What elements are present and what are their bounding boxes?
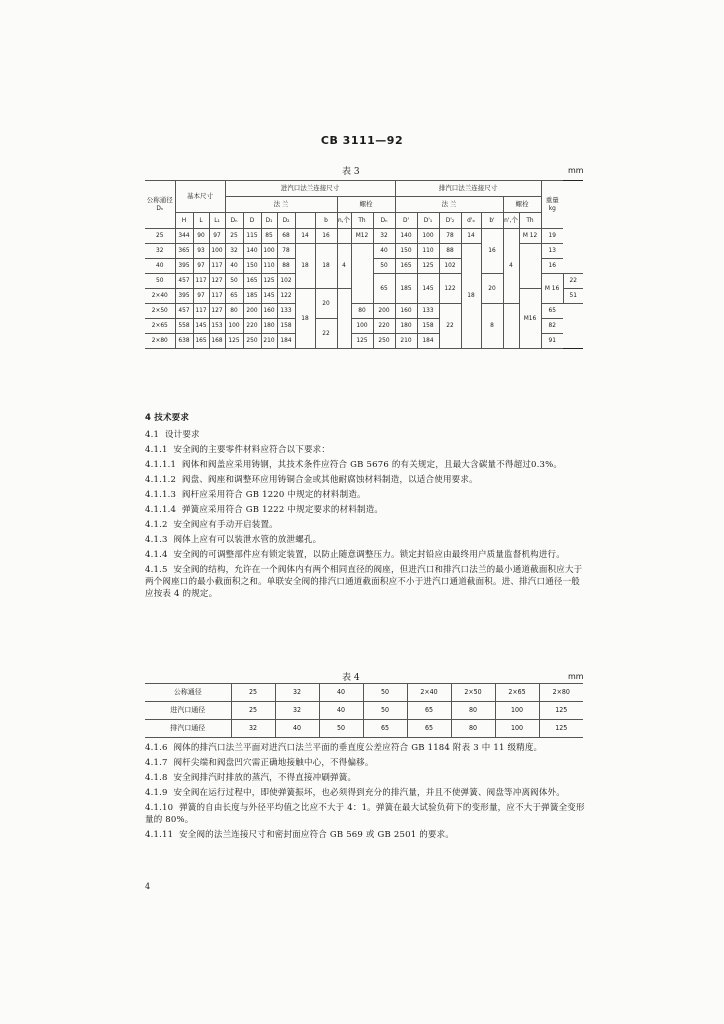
table3-caption: 表 3 (342, 167, 360, 177)
col-np: n',个 (503, 213, 519, 229)
inlet-bolt-header: 螺栓 (337, 197, 395, 213)
standard-number: CB 3111—92 (320, 134, 404, 147)
outlet-bolt-header: 螺栓 (503, 197, 541, 213)
para-4-1-9: 4.1.9 安全阀在运行过程中，即使弹簧振坏，也必须得到充分的排汽量，并且不使弹簧、阀盘等冲离阀体外。 (145, 788, 565, 798)
col-thp: Th (519, 213, 541, 229)
col-bp: b' (481, 213, 503, 229)
page-number: 4 (145, 882, 151, 891)
section-title: 4 技术要求 (145, 413, 190, 423)
table-row: 25 344 90 97 25 115 85 68 14 16 M12 32 140 100 78 14 16 4 M 12 19 (145, 229, 583, 244)
para-4-1-1-1: 4.1.1.1 阀体和阀盖应采用铸钢，其技术条件应符合 GB 5676 的有关规定，且最大含碳量不得超过0.3%。 (145, 460, 563, 470)
para-4-1-1-3: 4.1.1.3 阀杆应采用符合 GB 1220 中规定的材料制造。 (145, 490, 366, 500)
table-row: 50 457 117 127 50 165 125 102 65 185 145 122 20 M 16 22 (145, 274, 583, 289)
table4-caption: 表 4 (342, 673, 360, 683)
table-row: 2×80 638 165 168 125 250 210 184 125 250 210 184 91 (145, 334, 583, 349)
col-dop: d'ₒ (461, 213, 481, 229)
section4-body-2 (145, 742, 585, 841)
table-row: 2×40 395 97 117 65 185 145 122 18 20 M16 51 (145, 289, 583, 304)
col-l1: L₁ (209, 213, 225, 229)
table-row: 40 395 97 117 40 150 110 88 50 165 125 102 16 (145, 259, 583, 274)
col-d0 (295, 213, 315, 229)
para-4-1-5: 4.1.5 安全阀的结构，允许在一个阀体内有两个相同直径的阀座，但进汽口和排汽口法兰的最小通道截面积应大于两个阀座口的最小截面积之和。单联安全阀的排汽口通道截面积应不小于进汽口通道截面积。进、排汽口通径一般应按表 4 的规定。 (145, 565, 583, 599)
col-dn: Dₙ (225, 213, 243, 229)
table-row: 排汽口通径 32 40 50 65 65 80 100 125 (145, 720, 583, 738)
table-4 (145, 683, 583, 738)
table-row: 公称通径 25 32 40 50 2×40 2×50 2×65 2×80 (145, 684, 583, 702)
para-4-1-4: 4.1.4 安全阀的可调整部件应有锁定装置，以防止随意调整压力。锁定封铅应由最终用户质量监督机构进行。 (145, 550, 565, 560)
inlet-header: 进汽口法兰连接尺寸 (225, 181, 395, 197)
table-row: 32 365 93 100 32 140 100 78 18 18 4 40 150 110 88 18 13 (145, 244, 583, 259)
para-4-1-7: 4.1.7 阀杆尖端和阀盘凹穴需正确地接触中心，不得偏移。 (145, 758, 374, 768)
para-4-1-1-4: 4.1.1.4 弹簧应采用符合 GB 1222 中规定要求的材料制造。 (145, 505, 384, 515)
outlet-header: 排汽口法兰连接尺寸 (395, 181, 541, 197)
table-row: 2×65 558 145 153 100 220 180 158 22 100 220 180 158 82 (145, 319, 583, 334)
para-4-1-10: 4.1.10 弹簧的自由长度与外径平均值之比应不大于 4：1。弹簧在最大试验负荷下的变形量，应不大于弹簧全变形量的 80%。 (145, 803, 585, 825)
col-l: L (193, 213, 209, 229)
col-d2p: D'₂ (439, 213, 461, 229)
col-d: D (243, 213, 261, 229)
para-4-1-6: 4.1.6 阀体的排汽口法兰平面对进汽口法兰平面的垂直度公差应符合 GB 1184 附表 3 中 11 级精度。 (145, 743, 543, 753)
para-4-1-2: 4.1.2 安全阀应有手动开启装置。 (145, 520, 278, 530)
table-row: 进汽口通径 25 32 40 50 65 80 100 125 (145, 702, 583, 720)
col-th: Th (351, 213, 373, 229)
col-n: n,个 (337, 213, 351, 229)
para-4-1: 4.1 设计要求 (145, 430, 200, 440)
para-4-1-3: 4.1.3 阀体上应有可以装泄水管的放泄螺孔。 (145, 535, 322, 545)
table-3 (145, 180, 583, 349)
weight-header: 重量 kg (541, 181, 563, 229)
col-dp: D' (395, 213, 417, 229)
section4-body (145, 412, 585, 600)
col-d1p: D'₁ (417, 213, 439, 229)
para-4-1-1: 4.1.1 安全阀的主要零件材料应符合以下要求： (145, 445, 331, 455)
para-4-1-8: 4.1.8 安全阀排汽时排放的蒸汽，不得直接冲刷弹簧。 (145, 773, 357, 783)
col-dn-o: Dₙ (373, 213, 395, 229)
col-d2: D₂ (277, 213, 295, 229)
table4-unit: mm (568, 672, 584, 681)
col-h: H (175, 213, 193, 229)
table3-unit: mm (568, 166, 584, 175)
col-b: b (315, 213, 337, 229)
col-nominal-header: 公称通径 Dₙ (145, 181, 175, 229)
para-4-1-11: 4.1.11 安全阀的法兰连接尺寸和密封面应符合 GB 569 或 GB 2501 的要求。 (145, 830, 455, 840)
table-row: 2×50 457 117 127 80 200 160 133 80 200 160 133 22 8 65 (145, 304, 583, 319)
para-4-1-1-2: 4.1.1.2 阀盘、阀座和调整环应用铸铜合金或其他耐腐蚀材料制造，以适合使用要求。 (145, 475, 478, 485)
outlet-flange-header: 法 兰 (395, 197, 503, 213)
inlet-flange-header: 法 兰 (225, 197, 337, 213)
col-basic-header: 基本尺寸 (175, 181, 225, 213)
col-d1: D₁ (261, 213, 277, 229)
